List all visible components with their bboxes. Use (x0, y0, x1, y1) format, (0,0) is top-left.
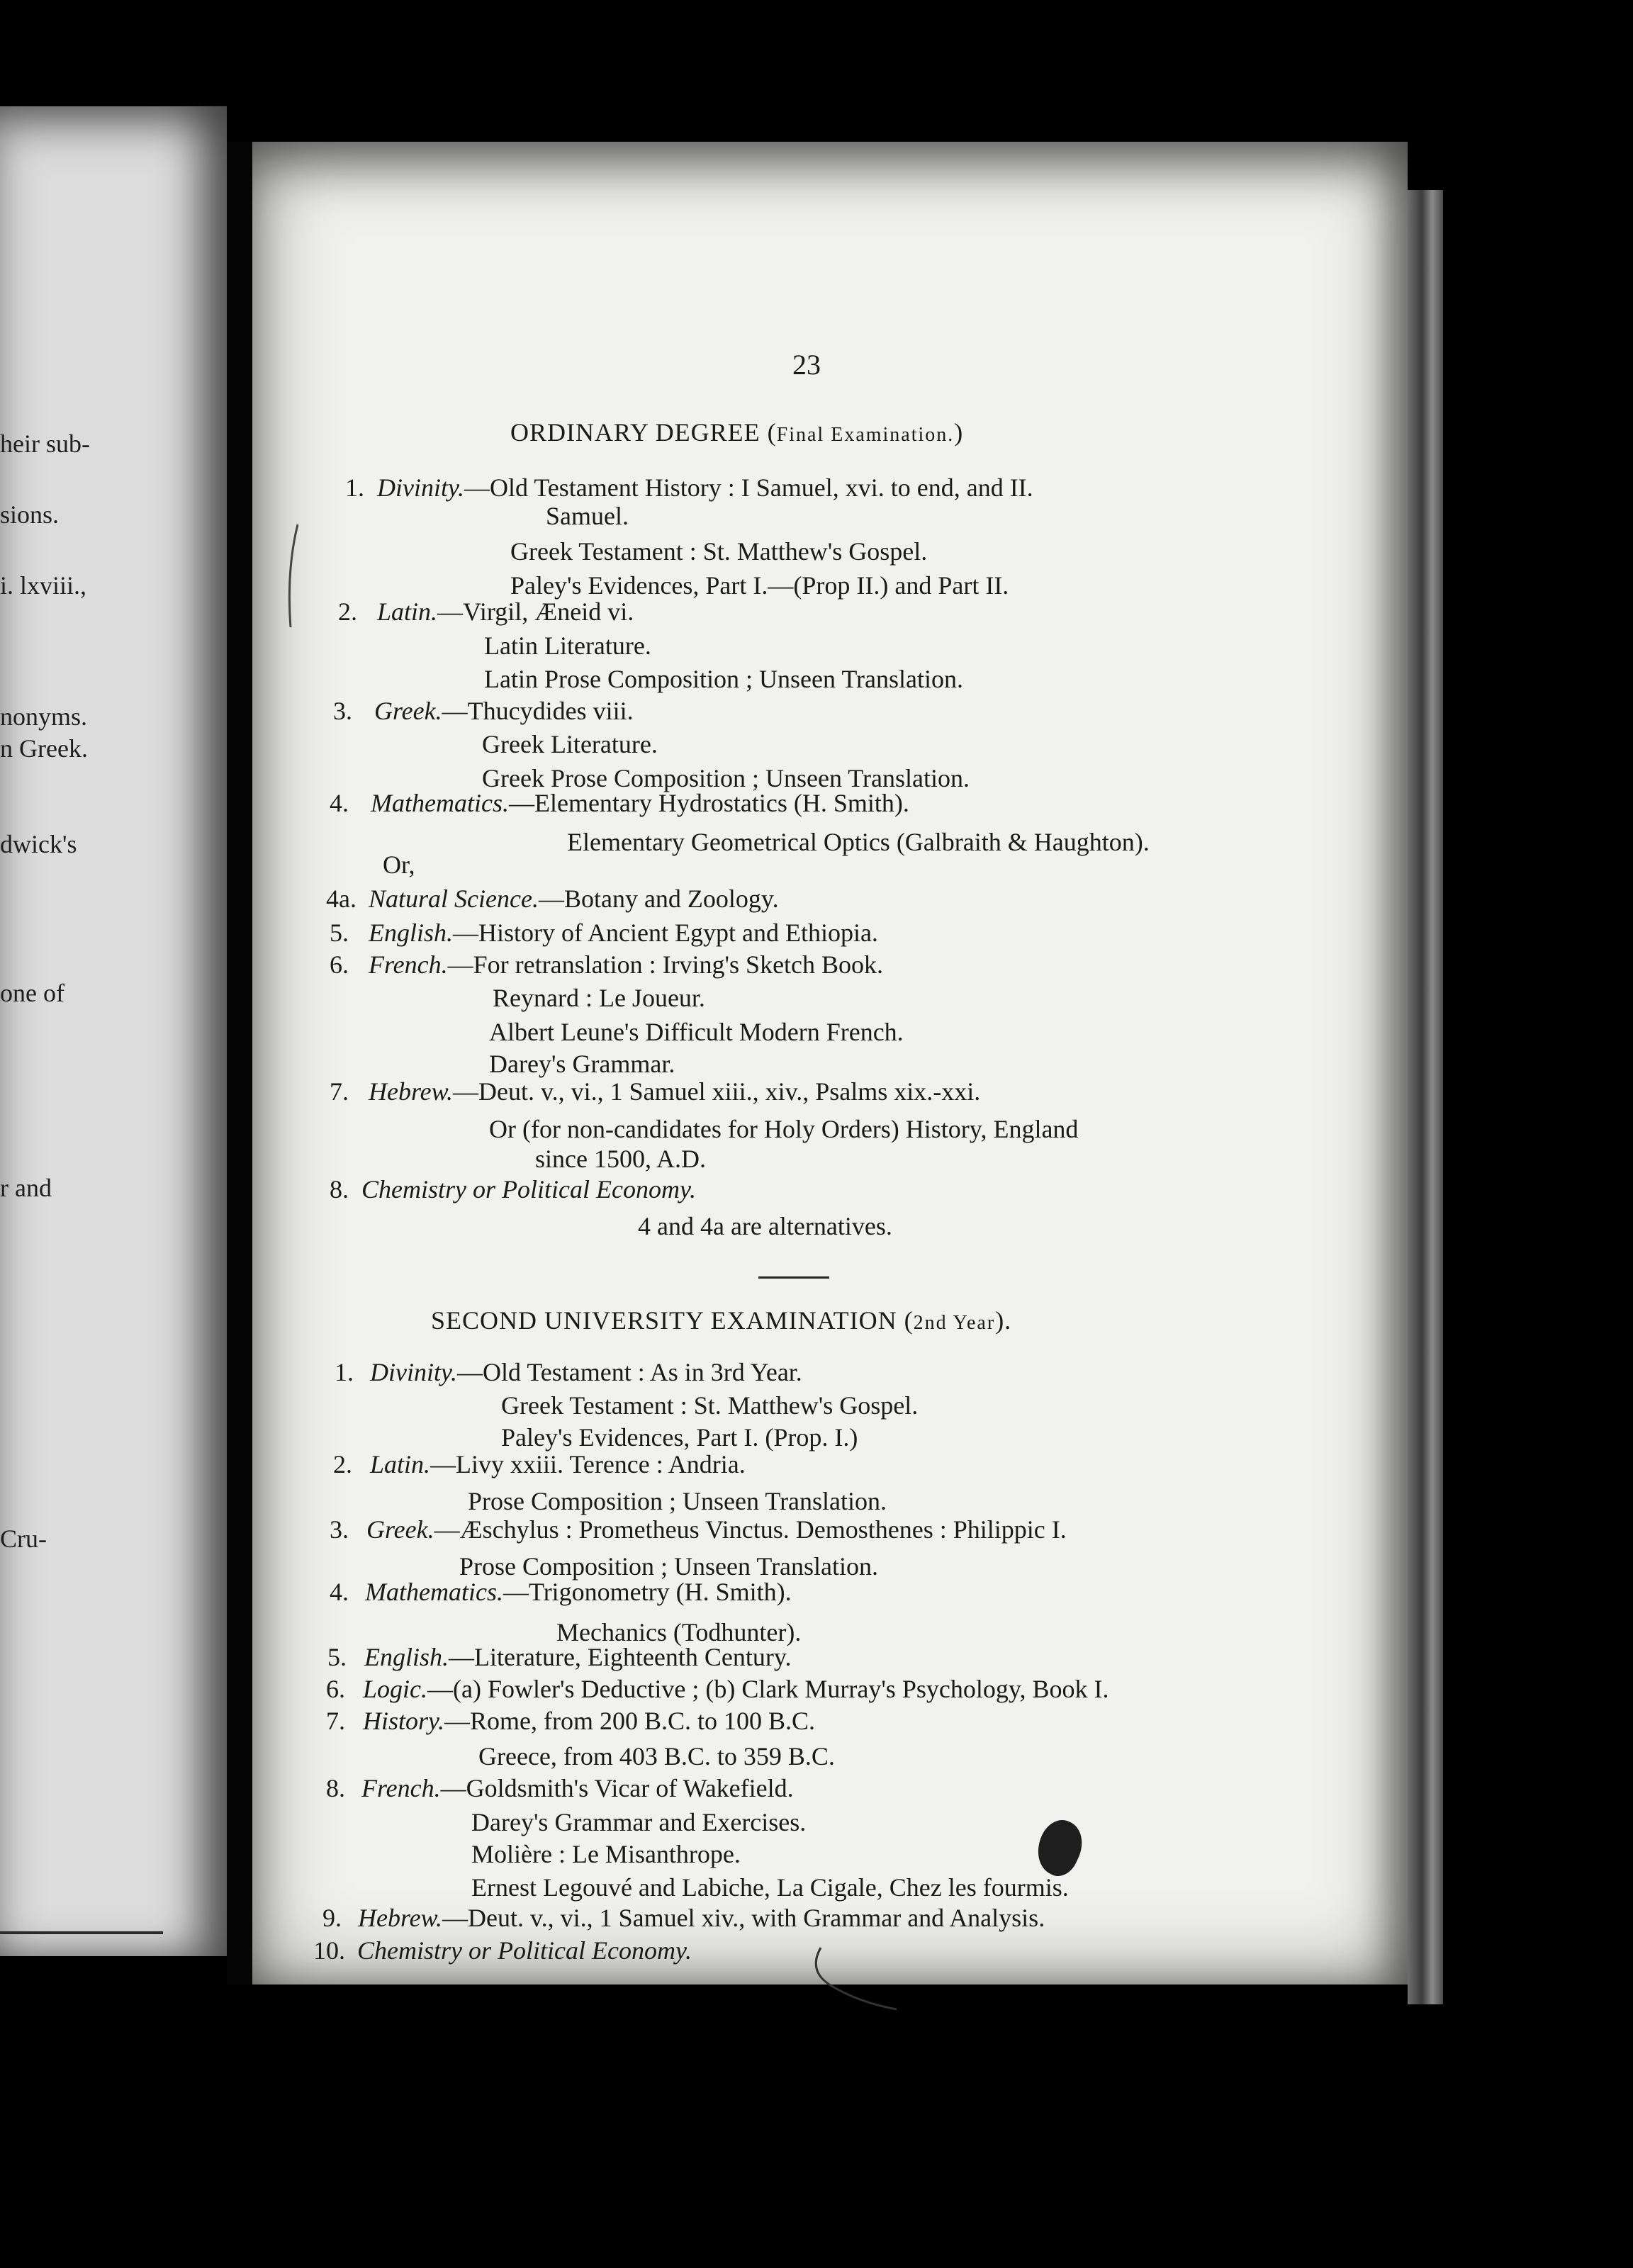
item-subject: Divinity. (377, 473, 464, 502)
item-continuation: Greek Literature. (482, 730, 658, 758)
exam-item (330, 952, 883, 977)
item-continuation: Paley's Evidences, Part I.—(Prop II.) and Part II. (510, 571, 1009, 600)
item-subject: English. (369, 919, 454, 947)
item-number: 7. (326, 1707, 345, 1735)
item-number: 4a. (326, 885, 357, 913)
item-text: —Deut. v., vi., 1 Samuel xiii., xiv., Psalms xix.-xxi. (452, 1077, 981, 1106)
item-subject: English. (364, 1643, 449, 1671)
heading-close: ) (954, 418, 964, 447)
item-number: 7. (330, 1077, 349, 1106)
item-number: 2. (333, 1450, 352, 1478)
item-number: 1. (335, 1358, 354, 1386)
item-subject: Mathematics. (365, 1578, 503, 1606)
section-heading-ordinary-degree (510, 420, 963, 445)
page-number: 23 (792, 349, 821, 381)
item-continuation: Latin Prose Composition ; Unseen Translation. (484, 665, 964, 693)
exam-item (326, 886, 779, 911)
section-heading-second-university (431, 1308, 1011, 1333)
item-number: 3. (333, 697, 352, 725)
item-subject: Latin. (377, 597, 438, 626)
exam-item (333, 698, 634, 724)
exam-item (322, 1905, 1045, 1931)
item-continuation: Darey's Grammar and Exercises. (471, 1808, 807, 1836)
item-text: —(a) Fowler's Deductive ; (b) Clark Murray's Psychology, Book I. (427, 1675, 1109, 1703)
page-edge (1408, 190, 1443, 2004)
item-subject: Greek. (374, 697, 442, 725)
item-number: 6. (326, 1675, 345, 1703)
left-page-fragment: r and (0, 1174, 52, 1202)
item-continuation: Ernest Legouvé and Labiche, La Cigale, Chez les fourmis. (471, 1873, 1069, 1902)
item-text: —Botany and Zoology. (538, 885, 779, 913)
item-continuation: Elementary Geometrical Optics (Galbraith & Haughton). (567, 828, 1150, 856)
item-text: —Elementary Hydrostatics (H. Smith). (508, 789, 909, 817)
exam-item (330, 790, 909, 816)
left-page-fragment: i. lxviii., (0, 571, 87, 600)
exam-item (330, 1579, 792, 1605)
item-continuation: since 1500, A.D. (535, 1145, 706, 1173)
item-number: 6. (330, 950, 349, 979)
item-subject: Latin. (370, 1450, 431, 1478)
item-number: 8. (330, 1175, 349, 1203)
item-number: 1. (345, 473, 364, 502)
item-continuation: Or (for non-candidates for Holy Orders) History, England (489, 1115, 1079, 1143)
item-number: 5. (330, 919, 349, 947)
exam-item (335, 1359, 802, 1385)
item-continuation: Albert Leune's Difficult Modern French. (489, 1018, 904, 1046)
item-number: 4. (330, 1578, 349, 1606)
exam-item (330, 1517, 1067, 1542)
left-page (0, 106, 227, 1956)
heading-small-caps: 2nd Year (913, 1312, 996, 1334)
item-number: 4. (330, 789, 349, 817)
item-continuation: Paley's Evidences, Part I. (Prop. I.) (501, 1423, 858, 1452)
item-subject: Mathematics. (371, 789, 509, 817)
heading-small-caps: Final Examination. (776, 424, 955, 446)
left-page-fragment: dwick's (0, 830, 77, 858)
item-text: —Literature, Eighteenth Century. (449, 1643, 792, 1671)
left-page-fragment: n Greek. (0, 734, 88, 763)
item-continuation: Latin Literature. (484, 631, 651, 660)
item-number: 8. (326, 1774, 345, 1802)
margin-pencil-mark (282, 521, 303, 634)
exam-item (327, 1644, 792, 1670)
item-subject: Logic. (363, 1675, 428, 1703)
item-text: —Goldsmith's Vicar of Wakefield. (440, 1774, 794, 1802)
left-page-fragment: nonyms. (0, 702, 88, 731)
item-text: —Æschylus : Prometheus Vinctus. Demosthenes : Philippic I. (434, 1515, 1067, 1544)
book-gutter (227, 142, 252, 1984)
item-continuation: Prose Composition ; Unseen Translation. (468, 1487, 887, 1515)
exam-item (338, 599, 634, 624)
alternatives-note: 4 and 4a are alternatives. (638, 1212, 892, 1240)
item-number: 3. (330, 1515, 349, 1544)
left-page-fragment: one of (0, 979, 64, 1007)
item-continuation: Greek Prose Composition ; Unseen Translation. (482, 764, 970, 792)
item-subject: Natural Science. (369, 885, 539, 913)
item-continuation: Prose Composition ; Unseen Translation. (459, 1552, 879, 1581)
pencil-mark (808, 1942, 907, 2020)
left-page-fragment: sions. (0, 500, 60, 529)
item-text: —Virgil, Æneid vi. (437, 597, 634, 626)
exam-item (330, 1079, 980, 1104)
item-number: 5. (327, 1643, 347, 1671)
exam-item (326, 1708, 815, 1734)
item-number: 9. (322, 1904, 342, 1932)
item-number: 2. (338, 597, 357, 626)
item-subject: Chemistry or Political Economy. (357, 1936, 692, 1965)
item-text: —Old Testament : As in 3rd Year. (456, 1358, 802, 1386)
item-text: —Deut. v., vi., 1 Samuel xiv., with Grammar and Analysis. (442, 1904, 1045, 1932)
heading-close: ). (995, 1306, 1012, 1335)
exam-item (326, 1676, 1109, 1702)
item-continuation: Molière : Le Misanthrope. (471, 1840, 741, 1868)
item-subject: Hebrew. (358, 1904, 442, 1932)
item-subject: Greek. (366, 1515, 434, 1544)
item-continuation: Samuel. (546, 502, 629, 530)
exam-item (326, 1775, 794, 1801)
item-continuation: Greek Testament : St. Matthew's Gospel. (510, 537, 928, 566)
item-continuation: Mechanics (Todhunter). (556, 1618, 802, 1646)
exam-item (330, 1177, 696, 1202)
item-text: —History of Ancient Egypt and Ethiopia. (453, 919, 878, 947)
item-subject: French. (361, 1774, 441, 1802)
item-subject: Divinity. (370, 1358, 457, 1386)
section-divider (758, 1276, 829, 1279)
exam-item (345, 475, 1033, 500)
item-continuation: Darey's Grammar. (489, 1050, 675, 1078)
item-text: —Thucydides viii. (442, 697, 634, 725)
item-text: —Rome, from 200 B.C. to 100 B.C. (444, 1707, 816, 1735)
left-page-fragment: Cru- (0, 1525, 47, 1553)
item-number: 10. (313, 1936, 345, 1965)
item-text: —For retranslation : Irving's Sketch Book. (447, 950, 884, 979)
exam-item (330, 920, 878, 945)
item-continuation: Reynard : Le Joueur. (493, 984, 705, 1012)
item-text: —Old Testament History : I Samuel, xvi. to end, and II. (464, 473, 1033, 502)
left-page-fragment: heir sub- (0, 430, 90, 458)
exam-item (333, 1452, 746, 1477)
item-subject: French. (369, 950, 448, 979)
heading-text: ORDINARY DEGREE ( (510, 418, 777, 447)
item-subject: Chemistry or Political Economy. (361, 1175, 696, 1203)
item-continuation: Greek Testament : St. Matthew's Gospel. (501, 1391, 919, 1420)
exam-item (313, 1938, 692, 1963)
left-page-rule (0, 1931, 163, 1934)
item-text: —Livy xxiii. Terence : Andria. (430, 1450, 746, 1478)
heading-text: SECOND UNIVERSITY EXAMINATION ( (431, 1306, 914, 1335)
item-subject: Hebrew. (369, 1077, 453, 1106)
item-continuation: Greece, from 403 B.C. to 359 B.C. (478, 1742, 835, 1770)
item-subject: History. (363, 1707, 445, 1735)
item-text: —Trigonometry (H. Smith). (503, 1578, 792, 1606)
item-continuation-or: Or, (383, 850, 415, 879)
